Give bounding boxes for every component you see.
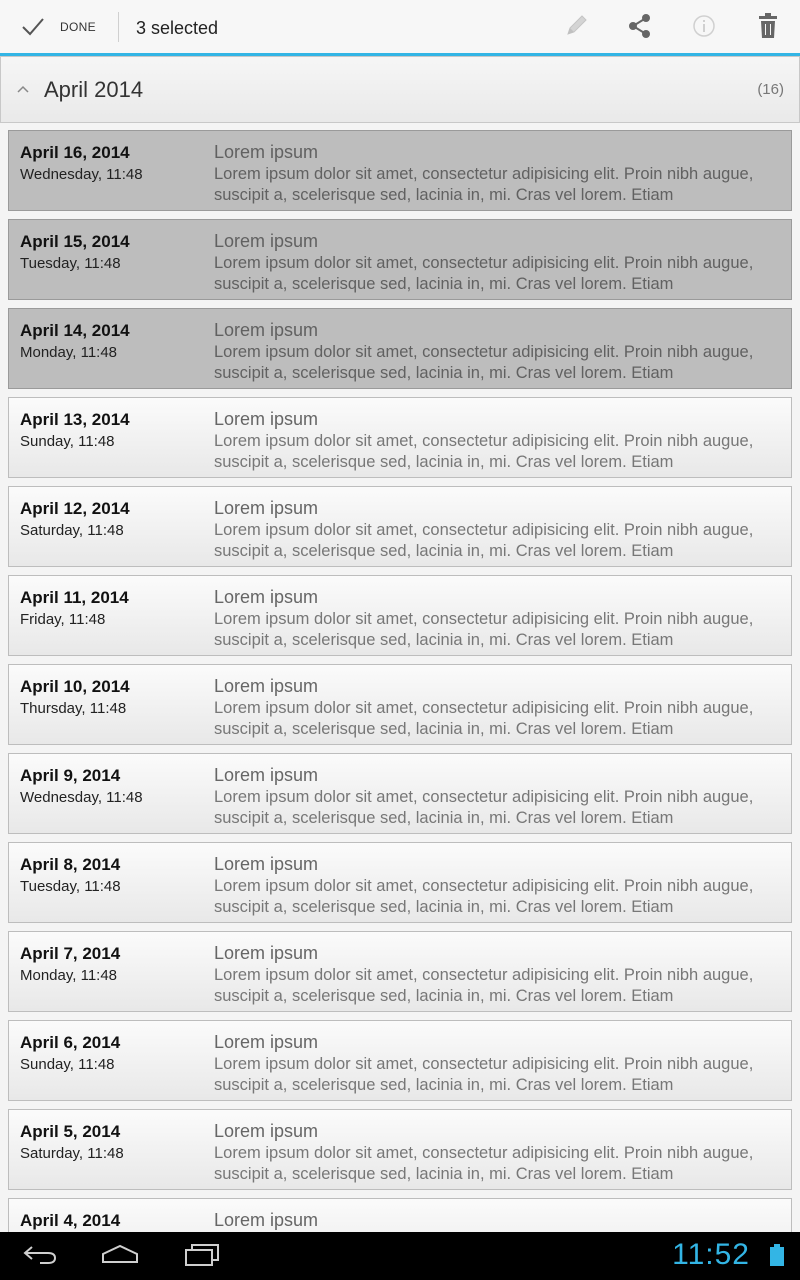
entry-date: April 11, 2014 <box>20 588 129 607</box>
info-button[interactable] <box>688 12 720 44</box>
done-label: DONE <box>60 19 96 34</box>
entry-title: Lorem ipsum <box>214 1210 319 1230</box>
entry-body: Lorem ipsum dolor sit amet, consectetur adipisicing elit. Proin nibh augue, suscipit a, scelerisque sed, lacinia in, mi. Cras vel lorem. Etiam <box>214 343 754 382</box>
list-item[interactable] <box>8 308 792 389</box>
check-icon <box>20 14 46 40</box>
entry-body: Lorem ipsum dolor sit amet, consectetur adipisicing elit. Proin nibh augue, suscipit a, scelerisque sed, lacinia in, mi. Cras vel lorem. Etiam <box>214 1055 754 1094</box>
list-item[interactable] <box>8 397 792 478</box>
entry-date: April 4, 2014 <box>20 1211 121 1230</box>
delete-icon <box>756 12 780 45</box>
list-item[interactable] <box>8 219 792 300</box>
entry-body: Lorem ipsum dolor sit amet, consectetur adipisicing elit. Proin nibh augue, suscipit a, scelerisque sed, lacinia in, mi. Cras vel lorem. Etiam <box>214 1144 754 1183</box>
battery-icon <box>770 1244 784 1266</box>
entry-title: Lorem ipsum <box>214 142 319 162</box>
contextual-action-bar <box>0 0 800 56</box>
list-item[interactable] <box>8 1020 792 1101</box>
list-item[interactable] <box>8 486 792 567</box>
section-count: (16) <box>757 81 784 98</box>
entry-weekday-time: Monday, 11:48 <box>20 344 118 361</box>
share-button[interactable] <box>624 12 656 44</box>
entry-date: April 9, 2014 <box>20 766 121 785</box>
entry-date: April 7, 2014 <box>20 944 121 963</box>
share-icon <box>626 12 654 45</box>
entry-weekday-time: Wednesday, 11:48 <box>20 789 143 806</box>
entry-weekday-time: Saturday, 11:48 <box>20 522 124 539</box>
entry-title: Lorem ipsum <box>214 943 319 963</box>
list-item[interactable] <box>8 1109 792 1190</box>
entry-title: Lorem ipsum <box>214 676 319 696</box>
entry-date: April 15, 2014 <box>20 232 130 251</box>
entry-date: April 12, 2014 <box>20 499 130 518</box>
entry-body: Lorem ipsum dolor sit amet, consectetur adipisicing elit. Proin nibh augue, suscipit a, scelerisque sed, lacinia in, mi. Cras vel lorem. Etiam <box>214 966 754 1005</box>
entry-body: Lorem ipsum dolor sit amet, consectetur adipisicing elit. Proin nibh augue, suscipit a, scelerisque sed, lacinia in, mi. Cras vel lorem. Etiam <box>214 610 754 649</box>
section-header[interactable] <box>0 56 800 123</box>
entry-date: April 14, 2014 <box>20 321 130 340</box>
edit-button[interactable] <box>560 12 592 44</box>
entry-weekday-time: Wednesday, 11:48 <box>20 166 143 183</box>
entry-date: April 6, 2014 <box>20 1033 121 1052</box>
list-item[interactable] <box>8 575 792 656</box>
entry-body: Lorem ipsum dolor sit amet, consectetur adipisicing elit. Proin nibh augue, suscipit a, scelerisque sed, lacinia in, mi. Cras vel lorem. Etiam <box>214 254 754 293</box>
recents-icon <box>182 1242 222 1271</box>
entry-body: Lorem ipsum dolor sit amet, consectetur adipisicing elit. Proin nibh augue, suscipit a, scelerisque sed, lacinia in, mi. Cras vel lorem. Etiam <box>214 788 754 827</box>
list-item[interactable] <box>8 664 792 745</box>
entry-title: Lorem ipsum <box>214 231 319 251</box>
list-item[interactable] <box>8 753 792 834</box>
info-icon <box>691 13 717 44</box>
entry-weekday-time: Saturday, 11:48 <box>20 1145 124 1162</box>
back-button[interactable] <box>18 1242 62 1270</box>
entry-list[interactable] <box>8 130 792 1232</box>
delete-button[interactable] <box>752 12 784 44</box>
system-navigation-bar <box>0 1232 800 1280</box>
section-title: April 2014 <box>44 77 144 102</box>
entry-weekday-time: Tuesday, 11:48 <box>20 255 121 272</box>
entry-weekday-time: Thursday, 11:48 <box>20 700 127 717</box>
done-button[interactable] <box>0 0 118 53</box>
entry-title: Lorem ipsum <box>214 587 319 607</box>
entry-date: April 8, 2014 <box>20 855 121 874</box>
entry-title: Lorem ipsum <box>214 854 319 874</box>
recents-button[interactable] <box>180 1242 224 1270</box>
edit-icon <box>562 12 590 45</box>
chevron-up-icon <box>15 81 31 97</box>
entry-body: Lorem ipsum dolor sit amet, consectetur adipisicing elit. Proin nibh augue, suscipit a, scelerisque sed, lacinia in, mi. Cras vel lorem. Etiam <box>214 432 754 471</box>
entry-body: Lorem ipsum dolor sit amet, consectetur adipisicing elit. Proin nibh augue, suscipit a, scelerisque sed, lacinia in, mi. Cras vel lorem. Etiam <box>214 699 754 738</box>
list-item[interactable] <box>8 842 792 923</box>
entry-weekday-time: Sunday, 11:48 <box>20 1056 115 1073</box>
entry-title: Lorem ipsum <box>214 409 319 429</box>
entry-body: Lorem ipsum dolor sit amet, consectetur adipisicing elit. Proin nibh augue, suscipit a, scelerisque sed, lacinia in, mi. Cras vel lorem. Etiam <box>214 165 754 204</box>
back-icon <box>20 1242 60 1271</box>
entry-title: Lorem ipsum <box>214 1121 319 1141</box>
entry-date: April 16, 2014 <box>20 143 130 162</box>
entry-weekday-time: Sunday, 11:48 <box>20 433 115 450</box>
entry-date: April 10, 2014 <box>20 677 130 696</box>
entry-title: Lorem ipsum <box>214 498 319 518</box>
entry-weekday-time: Friday, 11:48 <box>20 611 106 628</box>
entry-title: Lorem ipsum <box>214 320 319 340</box>
entry-weekday-time: Tuesday, 11:48 <box>20 878 121 895</box>
home-icon <box>100 1242 140 1271</box>
entry-title: Lorem ipsum <box>214 765 319 785</box>
entry-title: Lorem ipsum <box>214 1032 319 1052</box>
list-item[interactable] <box>8 130 792 211</box>
entry-date: April 13, 2014 <box>20 410 130 429</box>
action-bar-divider <box>118 12 119 42</box>
status-clock: 11:52 <box>672 1238 750 1271</box>
list-item[interactable] <box>8 1198 792 1232</box>
entry-body: Lorem ipsum dolor sit amet, consectetur adipisicing elit. Proin nibh augue, suscipit a, scelerisque sed, lacinia in, mi. Cras vel lorem. Etiam <box>214 521 754 560</box>
list-item[interactable] <box>8 931 792 1012</box>
selection-count: 3 selected <box>136 18 219 38</box>
entry-weekday-time: Monday, 11:48 <box>20 967 118 984</box>
entry-body: Lorem ipsum dolor sit amet, consectetur adipisicing elit. Proin nibh augue, suscipit a, scelerisque sed, lacinia in, mi. Cras vel lorem. Etiam <box>214 877 754 916</box>
entry-date: April 5, 2014 <box>20 1122 121 1141</box>
home-button[interactable] <box>98 1242 142 1270</box>
